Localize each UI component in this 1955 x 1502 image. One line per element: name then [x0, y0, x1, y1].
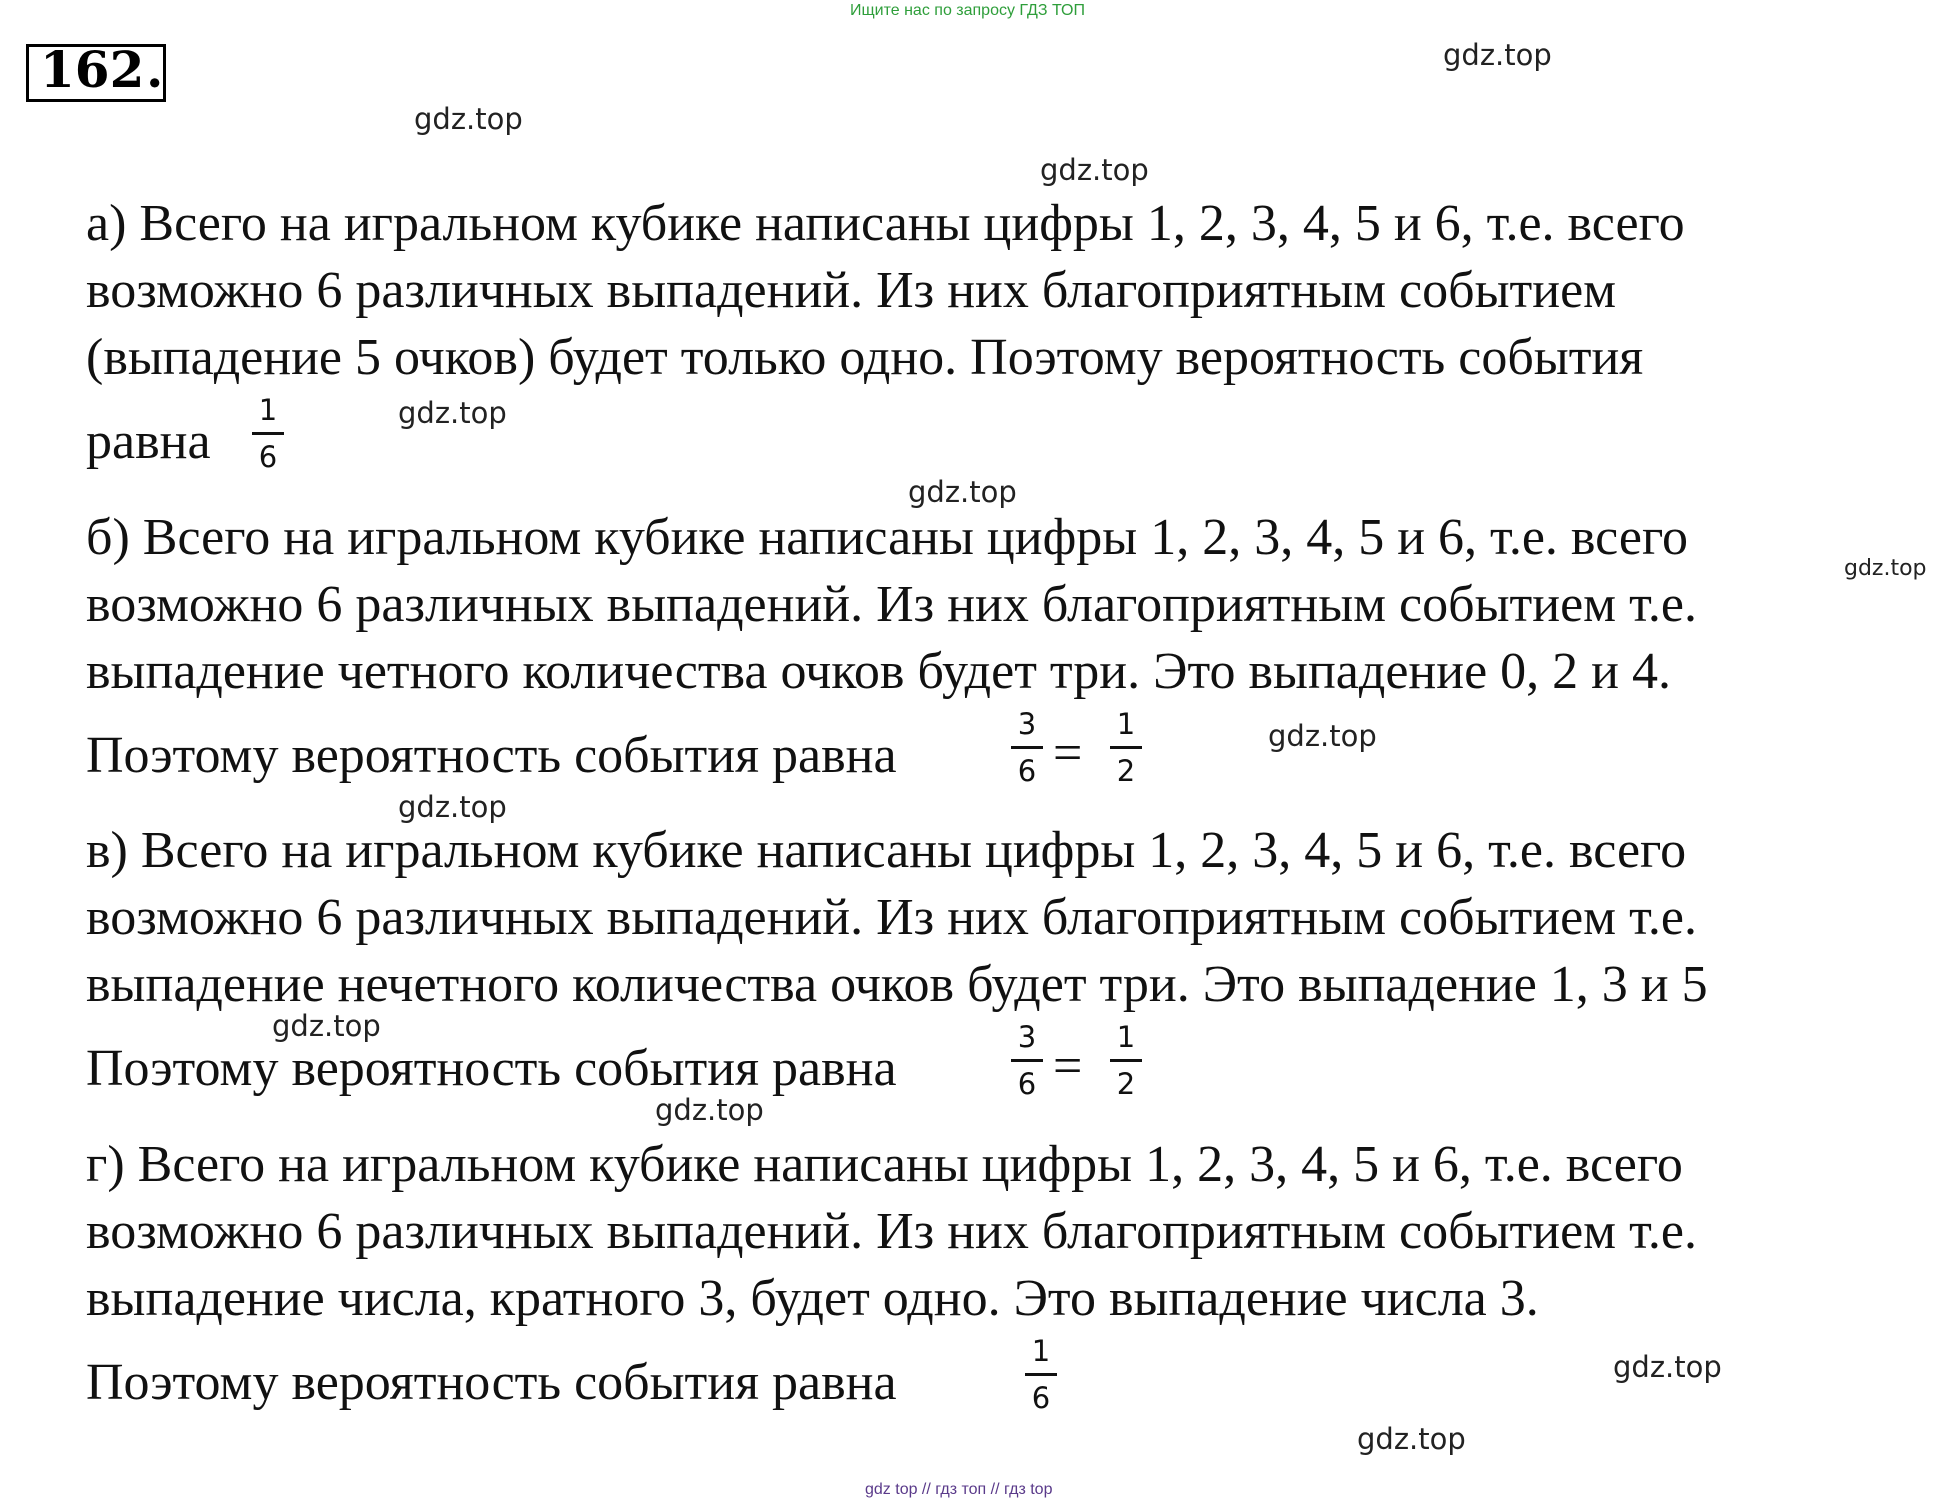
part-v-line-1: в) Всего на игральном кубике написаны цифры 1, 2, 3, 4, 5 и 6, т.е. всего [86, 822, 1687, 879]
part-a-line-1: а) Всего на игральном кубике написаны цифры 1, 2, 3, 4, 5 и 6, т.е. всего [86, 195, 1685, 252]
fraction-bar [1011, 746, 1043, 749]
watermark: gdz.top [414, 102, 523, 136]
fraction-denominator: 6 [258, 440, 278, 474]
task-number-dot: . [146, 40, 164, 99]
part-b-line-1: б) Всего на игральном кубике написаны цифры 1, 2, 3, 4, 5 и 6, т.е. всего [86, 509, 1688, 566]
fraction-denominator: 6 [1017, 1067, 1037, 1101]
fraction-numerator: 3 [1017, 1020, 1037, 1054]
fraction-bar [1011, 1059, 1043, 1062]
watermark: gdz.top [1844, 556, 1927, 581]
watermark: gdz.top [655, 1093, 764, 1127]
top-banner[interactable]: Ищите нас по запросу ГДЗ ТОП [850, 2, 1085, 19]
part-g-fraction [1025, 1334, 1057, 1415]
fraction-numerator: 1 [1116, 707, 1136, 741]
part-b-line-2: возможно 6 различных выпадений. Из них благоприятным событием т.е. [86, 576, 1697, 633]
fraction-denominator: 2 [1116, 754, 1136, 788]
part-g-line-2: возможно 6 различных выпадений. Из них благоприятным событием т.е. [86, 1203, 1697, 1260]
watermark: gdz.top [1613, 1350, 1722, 1384]
fraction-numerator: 1 [1116, 1020, 1136, 1054]
part-v-line-3: выпадение нечетного количества очков будет три. Это выпадение 1, 3 и 5 [86, 956, 1708, 1013]
watermark: gdz.top [1040, 153, 1149, 187]
watermark: gdz.top [1268, 719, 1377, 753]
part-v-line-2: возможно 6 различных выпадений. Из них благоприятным событием т.е. [86, 889, 1697, 946]
part-a-line-4: равна [86, 413, 211, 470]
footer-links[interactable]: gdz top // гдз топ // гдз top [865, 1481, 1053, 1498]
fraction-numerator: 3 [1017, 707, 1037, 741]
part-g-line-3: выпадение числа, кратного 3, будет одно. Это выпадение числа 3. [86, 1270, 1539, 1327]
part-v-equals: = [1053, 1038, 1083, 1095]
fraction-numerator: 1 [258, 393, 278, 427]
fraction-denominator: 6 [1017, 754, 1037, 788]
part-g-line-1: г) Всего на игральном кубике написаны цифры 1, 2, 3, 4, 5 и 6, т.е. всего [86, 1136, 1683, 1193]
part-a-line-2: возможно 6 различных выпадений. Из них благоприятным событием [86, 262, 1617, 319]
part-b-fraction-2 [1110, 707, 1142, 788]
fraction-bar [1110, 746, 1142, 749]
watermark: gdz.top [272, 1009, 381, 1043]
part-a-line-3: (выпадение 5 очков) будет только одно. Поэтому вероятность события [86, 329, 1644, 386]
part-g-line-4: Поэтому вероятность события равна [86, 1354, 897, 1411]
fraction-bar [252, 432, 284, 435]
watermark: gdz.top [398, 790, 507, 824]
fraction-bar [1110, 1059, 1142, 1062]
watermark: gdz.top [398, 396, 507, 430]
part-v-fraction-1 [1011, 1020, 1043, 1101]
part-b-fraction-1 [1011, 707, 1043, 788]
task-number: 162 [40, 40, 145, 99]
part-v-fraction-2 [1110, 1020, 1142, 1101]
part-a-fraction [252, 393, 284, 474]
watermark: gdz.top [908, 475, 1017, 509]
fraction-denominator: 2 [1116, 1067, 1136, 1101]
fraction-numerator: 1 [1031, 1334, 1051, 1368]
part-b-line-3: выпадение четного количества очков будет три. Это выпадение 0, 2 и 4. [86, 643, 1671, 700]
part-v-line-4: Поэтому вероятность события равна [86, 1040, 897, 1097]
part-b-line-4: Поэтому вероятность события равна [86, 727, 897, 784]
fraction-denominator: 6 [1031, 1381, 1051, 1415]
watermark: gdz.top [1443, 38, 1552, 72]
part-b-equals: = [1053, 725, 1083, 782]
watermark: gdz.top [1357, 1422, 1466, 1456]
fraction-bar [1025, 1373, 1057, 1376]
